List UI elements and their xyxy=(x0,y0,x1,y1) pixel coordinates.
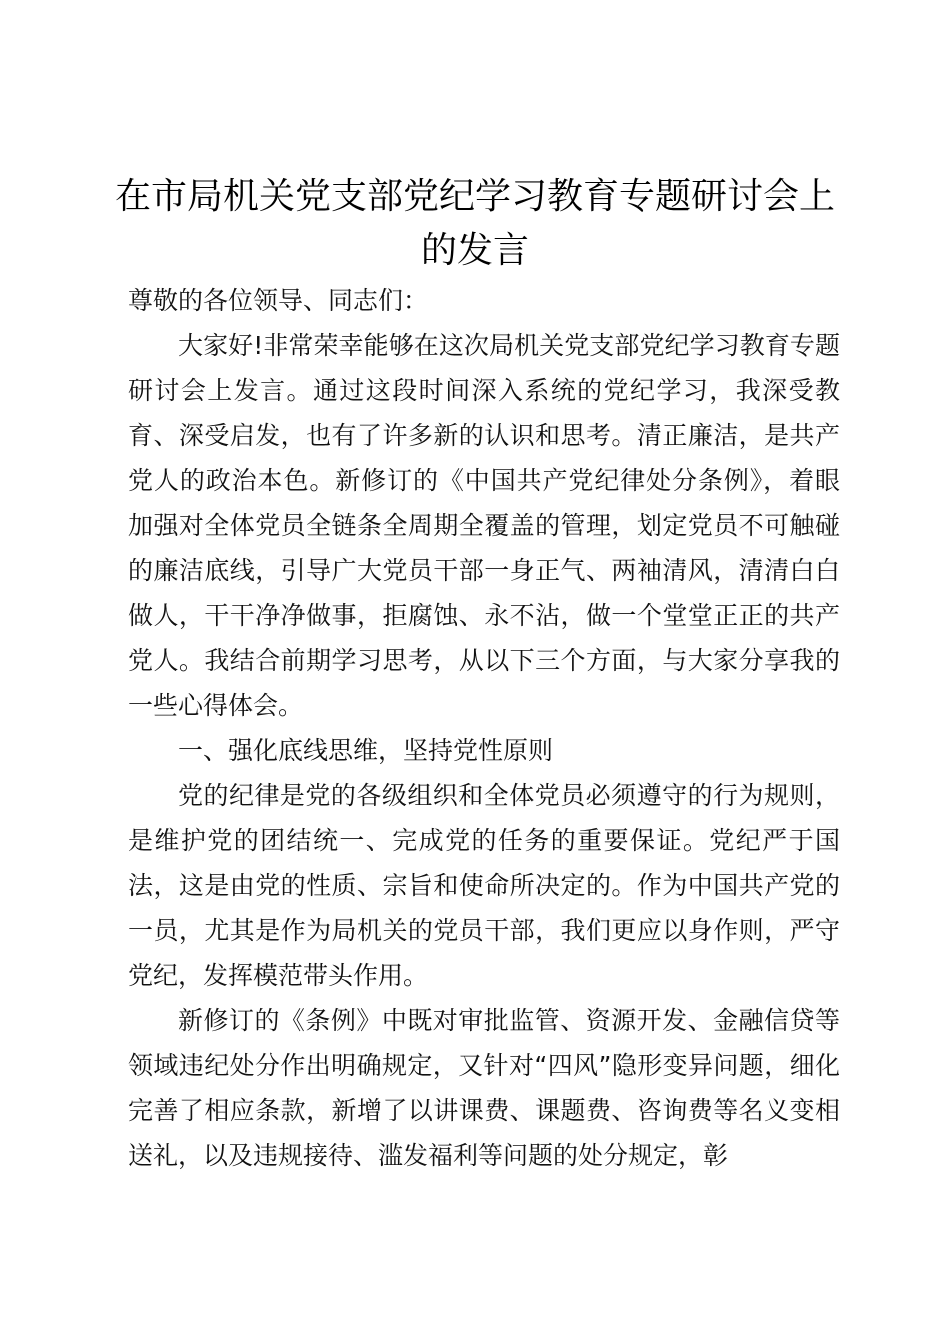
paragraph-intro: 大家好!非常荣幸能够在这次局机关党支部党纪学习教育专题研讨会上发言。通过这段时间深入系统的党纪学习，我深受教育、深受启发，也有了许多新的认识和思考。清正廉洁，是共产党人的政治本色。新修订的《中国共产党纪律处分条例》，着眼加强对全体党员全链条全周期全覆盖的管理，划定党员不可触碰的廉洁底线，引导广大党员干部一身正气、两袖清风，清清白白做人，干干净净做事，拒腐蚀、永不沾，做一个堂堂正正的共产党人。我结合前期学习思考，从以下三个方面，与大家分享我的一些心得体会。 xyxy=(128,331,840,720)
paragraph-discipline: 党的纪律是党的各级组织和全体党员必须遵守的行为规则，是维护党的团结统一、完成党的任务的重要保证。党纪严于国法，这是由党的性质、宗旨和使命所决定的。作为中国共产党的一员，尤其是作为局机关的党员干部，我们更应以身作则，严守党纪，发挥模范带头作用。 xyxy=(128,781,840,990)
paragraph-regulations: 新修订的《条例》中既对审批监管、资源开发、金融信贷等领域违纪处分作出明确规定，又针对“四风”隐形变异问题，细化完善了相应条款，新增了以讲课费、课题费、咨询费等名义变相送礼，以及违规接待、滥发福利等问题的处分规定，彰 xyxy=(128,1006,840,1170)
section-heading-1: 一、强化底线思维，坚持党性原则 xyxy=(178,736,554,765)
salutation: 尊敬的各位领导、同志们： xyxy=(128,286,429,315)
document-body xyxy=(128,278,840,1178)
document-title: 在市局机关党支部党纪学习教育专题研讨会上的发言 xyxy=(114,176,835,271)
